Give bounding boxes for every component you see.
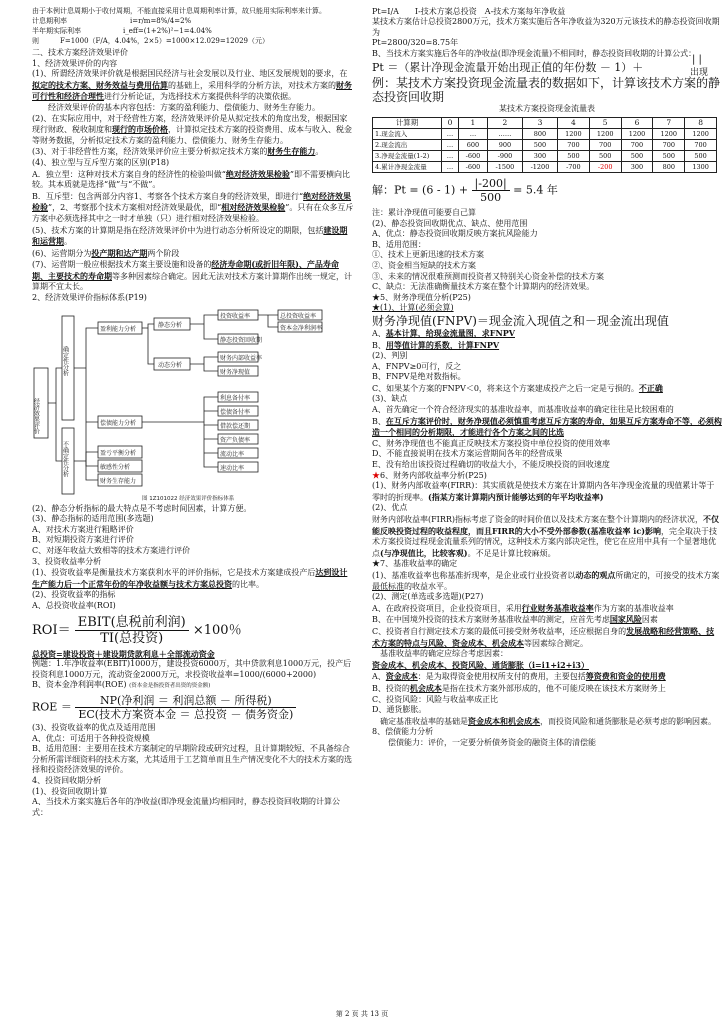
table-header: 0	[442, 117, 459, 128]
roi-formula: ROI＝ $\frac{\text{EBIT(息税前利润)}}{\text{TI(总投资)}}$ ×100％	[32, 614, 242, 646]
list-item: B、对短期投资方案进行评价	[32, 535, 134, 545]
tree-node: 利息备付率	[220, 394, 251, 402]
star-icon: ★	[372, 470, 380, 480]
table-header: 7	[653, 117, 685, 128]
list-item: ①、技术上更新迅速的技术方案	[372, 250, 484, 260]
tree-node: 偿债能力分析	[100, 419, 137, 427]
paragraph: (2)、测定(单选或多选题)(P27)	[372, 592, 484, 602]
tree-node: 资产负债率	[220, 436, 251, 444]
table-header: 8	[685, 117, 717, 128]
table-header: 3	[522, 117, 557, 128]
tree-node: 经济效果评价	[32, 397, 40, 434]
indicator-tree-diagram	[32, 306, 354, 502]
paragraph: B．互斥型：包含两部分内容1、考察各个技术方案自身的经济效果，即进行“绝对经济效果检验”，2、考察那个技术方案相对经济效果最优，即“相对经济效果检验”。只有在众多互斥方案中必须选择其中之一时才单独（只）进行相对经济效果检验。	[32, 190, 354, 223]
paragraph: A、当技术方案实施后各年的净收益(即净现金流量)均相同时，静态投资回收期的计算公式：	[32, 797, 341, 817]
tree-node: 确定性分析	[61, 345, 69, 376]
table-row: 2.现金流出 … 600 900 500 700 700 700 700 700	[373, 139, 717, 150]
right-column	[372, 6, 722, 1006]
subsection-heading: 4、投资回收期分析	[32, 775, 102, 785]
paragraph: (1)、基准收益率也称基准折现率，是企业或行业投资者以动态的观点所确定的，可接受的技术方案最低标准的收益水平。	[372, 569, 720, 591]
roi-numerator: EBIT(息税前利润)	[75, 615, 189, 631]
example-title: 例：某技术方案投资现金流量表的数据如下，计算该技术方案的静态投资回收期	[372, 76, 721, 105]
paragraph: (3)、缺点	[372, 394, 408, 404]
paragraph: 偿债能力：评价，一定要分析债务资金的融资主体的清偿能	[372, 737, 596, 747]
list-item: C、缺点：无法准确衡量技术方案在整个计算期内的经济效果。	[372, 282, 595, 292]
intro-row: 计息期利率 i=r/m=8%/4=2%	[32, 17, 192, 25]
paragraph: (6)、运营期分为投产期和达产期两个阶段	[32, 247, 180, 258]
list-item: B、在中国境外投资的技术方案财务基准收益率的测定，应首先考虑国家风险因素	[372, 614, 658, 625]
tree-node: 财务生存能力	[100, 477, 137, 485]
paragraph: (2)、静态分析指标的最大特点是不考虑时间因素，计算方便。	[32, 503, 252, 513]
paragraph: 经济效果评价的基本内容包括：方案的盈利能力、偿债能力、财务生存能力。	[32, 102, 320, 112]
roe-numerator: NP(净利润 ＝ 利润总额 － 所得税)	[75, 694, 296, 708]
table-header: 6	[621, 117, 653, 128]
table-header: 计算期	[373, 117, 442, 128]
paragraph: 确定基准收益率的基础是资金成本和机会成本，而投资风险和通货膨胀是必须考虑的影响因素。	[372, 715, 716, 726]
table-row: 3.净现金流量(1-2) … -600 -900 300 500 500 500 500 500	[373, 150, 717, 161]
tree-node: 借款偿还期	[220, 422, 251, 430]
list-item: A、资金成本：是为取得资金使用权所支付的费用，主要包括筹资费和资金的使用费	[372, 671, 666, 682]
list-item: C、投资风险：风险与收益率成正比	[372, 694, 499, 704]
table-row: 4.累计净现金流量 … -600 -1500 -1200 -700 -200 300 800 1300	[373, 161, 717, 172]
tree-node: 资本金净利润率	[280, 324, 323, 332]
tree-node: 速动比率	[220, 464, 245, 472]
tree-node: 静态分析	[158, 321, 183, 329]
tree-node: 静态投资回收期	[220, 336, 263, 344]
paragraph: (2)、优点	[372, 503, 408, 513]
subsection-heading: 2、经济效果评价指标体系(P19)	[32, 293, 147, 303]
left-column	[32, 6, 354, 1006]
figure-caption: 图 1Z101022 经济效果评价指标体系	[142, 495, 235, 502]
list-item: B、用等值计算的系数，计算FNPV	[372, 339, 500, 350]
paragraph: (2)、投资收益率的指标	[32, 590, 116, 600]
subsection-heading: ★6、财务内部收益率分析(P25)	[372, 470, 487, 480]
list-item: C、财务净现值也不能真正反映技术方案投资中单位投资的使用效率	[372, 438, 611, 448]
subsection-heading: 3、投资收益率分析	[32, 556, 102, 566]
tree-node: 偿债备付率	[220, 408, 251, 416]
paragraph: B、当技术方案实施后各年的净收益(即净现金流量)不相同时，静态投资回收期的计算公式：	[372, 48, 697, 58]
solution-formula: 解：Pt = (6 - 1) + $\frac{|-200|}{500}$ = 5.4 年	[372, 176, 558, 204]
list-item: E、没有给出该投资过程确切的收益大小，不能反映投资的回收速度	[372, 460, 610, 470]
list-item: A、优点：静态投资回收期反映方案抗风险能力	[372, 229, 538, 239]
paragraph: (1)、投资收益率是衡量技术方案获利水平的评价指标，它是技术方案建成投产后达到设计生产能力后一个正常年份的年净收益额与技术方案总投资的比率。	[32, 567, 348, 589]
paragraph: (2)、在实际应用中，对于经营性方案，经济效果评价是从拟定技术的角度出发，根据国家现行财政、税收制度和现行的市场价格，计算拟定技术方案的投资费用、成本与收入、税金等财务数据，分析拟定技术方案的盈利能力、偿债能力、财务生存能力。	[32, 113, 352, 145]
page-footer: 第 2 页 共 13 页	[335, 1010, 389, 1019]
subsection-heading: 1、经济效果评价的内容	[32, 58, 118, 68]
tree-node: 敏感性分析	[100, 463, 131, 471]
paragraph: B、资本金净利润率(ROE) (资本金是指投资者出资的资金额)	[32, 680, 211, 690]
paragraph: (3)、静态指标的适用范围(多选题)	[32, 514, 154, 524]
list-item: B、投资的机会成本是指在技术方案外部形成的，他不可能反映在该技术方案财务上	[372, 682, 666, 693]
cash-flow-table	[372, 117, 717, 173]
paragraph: (1)、投资回收期计算	[32, 786, 108, 796]
paragraph: (3)、投资收益率的优点及适用范围	[32, 722, 156, 732]
list-item: C、投资者自行测定技术方案的最低可接受财务收益率，还应根据自身的发展战略和经营策略、技术方案的特点与风险、资金成本、机会成本等因素综合测定。	[372, 625, 715, 648]
tree-node: 动态分析	[158, 361, 183, 369]
example-paragraph: 例题：1.年净收益率(EBIT)1000万，建设投资6000万，其中贷款利息1000万元，投产后投资利息1000万元，流动资金2000万元，求投资收益率=1000/(6000+2000)	[32, 659, 352, 679]
tree-node: 财务内部收益率	[220, 354, 263, 362]
paragraph: 财务内部收益率(FIRR)指标考虑了资金的时间价值以及技术方案在整个计算期内的经济状况，不仅能反映投资过程的收益程度，而且FIRR的大小不受外部参数(基准收益率 ic)影响，完全取决于技术方案投资过程现金流量系列的情况，这种技术方案内部决定性，使它在应用中具有一个显著地优点(与净现值比，比较客观)。不足是计算比较麻烦。	[372, 514, 719, 558]
subsection-heading: ★7、基准收益率的确定	[372, 559, 458, 569]
section-heading: 二、技术方案经济效果评价	[32, 48, 128, 57]
list-item: B、FNPV是绝对数指标。	[372, 372, 466, 382]
list-item: A、基本计算，给现金流量图，求FNPV	[372, 327, 515, 338]
list-item: A、优点：可适用于各种投资规模	[32, 733, 150, 743]
paragraph: (3)、对于非经营性方案，经济效果评价应主要分析拟定技术方案的财务生存能力。	[32, 146, 324, 157]
list-item: C、对逐年收益大致相等的技术方案进行评价	[32, 546, 191, 556]
tree-node: 流动比率	[220, 450, 245, 458]
table-header: 5	[589, 117, 621, 128]
roi-denominator: TI(总投资)	[100, 630, 164, 646]
fnpv-formula: 财务净现值(FNPV)＝现金流入现值之和－现金流出现值	[372, 313, 669, 328]
tree-node: 总投资收益率	[280, 312, 317, 320]
paragraph: 某技术方案估计总投资2800万元，技术方案实施后各年净收益为320万元该技术的静态投资回收期为	[372, 17, 720, 37]
tree-node: 盈亏平衡分析	[100, 449, 137, 457]
table-header: 4	[558, 117, 590, 128]
paragraph: Pt=2800/320=8.75年	[372, 38, 459, 48]
list-item: ②、资金相当短缺的技术方案	[372, 260, 476, 270]
list-item: A、对技术方案进行粗略评价	[32, 524, 134, 534]
list-item: D、不能直接说明在技术方案运营期间各年的经营成果	[372, 449, 563, 459]
list-item: B、适用范围：主要用在技术方案制定的早期阶段或研究过程，且计算期较短、不具备综合分析所需详细资料的技术方案，尤其适用于工艺简单而且生产情况变化不大的技术方案的选择和投资经济效果的评价。	[32, 744, 352, 775]
intro-note: 由于本例计息周期小于收付周期，不能直接采用计息周期利率计算，故只能用实际利率来计算。	[32, 7, 326, 15]
table-header: 1	[458, 117, 487, 128]
paragraph: (2)、判别	[372, 351, 408, 361]
paragraph: (1)、财务内部收益率(FIRR)：其实质就是使技术方案在计算期内各年净现金流量的现值累计等于零时的折现率。(指某方案计算期内预计能够达到的年平均收益率)	[372, 481, 715, 502]
formula-line: Pt=I/A I-技术方案总投资 A-技术方案每年净收益	[372, 7, 566, 16]
intro-row: 半年期实际利率 i_eff=(1+2%)²−1=4.04%	[32, 27, 212, 35]
roi-note: 总投资=建设投资＋建设期贷款利息＋全部流动资金	[32, 648, 215, 659]
intro-row: 则 F=1000（F/A，4.04%，2×5）=1000×12.029=12029（元）	[32, 37, 269, 45]
list-item: C、如果某个方案的FNPV＜0，将来这个方案建成投产之后一定是亏损的。不正确	[372, 382, 663, 393]
list-item: A、首先确定一个符合经济现实的基准收益率，而基准收益率的确定往往是比较困难的	[372, 405, 674, 415]
tree-node: 投资收益率	[220, 312, 251, 320]
list-item: A、在政府投资项目，企业投资项目，采用行业财务基准收益率作为方案的基准收益率	[372, 602, 674, 613]
paragraph: (7)、运营期一般应根据技术方案主要设施和设备的经济寿命期(或折旧年限)、产品寿命期、主要技术的寿命期等多种因素综合确定。因此无法对技术方案计算期作出统一规定，计算期不宜太长。	[32, 259, 352, 292]
paragraph: 基准收益率的确定应综合考虑因素：资金成本、机会成本、投资风险、通货膨胀（i=i1+i2+i3）	[372, 649, 589, 670]
list-item: A、FNPV≥0可行，反之	[372, 361, 462, 371]
paragraph: (2)、静态投资回收期优点、缺点、使用范围	[372, 218, 528, 228]
subsection-heading: 8、偿债能力分析	[372, 727, 434, 737]
list-item: D、通货膨胀。	[372, 705, 427, 715]
tree-node: 不确定性分析	[61, 440, 69, 477]
paragraph: (5)、技术方案的计算期是指在经济效果评价中为进行动态分析所设定的期限，包括建设期和运营期。	[32, 224, 348, 247]
paragraph: A、总投资收益率(ROI)	[32, 601, 116, 610]
list-item: B、在互斥方案评价时，财务净现值必须慎重考虑互斥方案的寿命，如果互斥方案寿命不等，必须构造一个相同的分析期限，才能进行各个方案之间的比选	[372, 415, 722, 438]
paragraph: (4)、独立型与互斥型方案的区别(P18)	[32, 157, 170, 167]
paragraph: 注：累计净现值可能要自己算	[372, 207, 476, 217]
subsection-heading: ★5、财务净现值分析(P25)	[372, 292, 471, 302]
table-row: 1.现金流入 … … …… 800 1200 1200 1200 1200 1200	[373, 128, 717, 139]
table-header-row	[373, 117, 717, 128]
paragraph: A．独立型：这种对技术方案自身的经济性的检验叫做“绝对经济效果检验”即不需要横向比较。其本质就是选择“做”与“不做”。	[32, 168, 350, 190]
roe-formula: ROE ＝ $\frac{\text{NP(净利润 ＝ 利润总额 － 所得税)}}{\text{EC(技术方案资本金 ＝ 总投资 － 债务资金)}}$	[32, 694, 354, 721]
table-header: 2	[487, 117, 522, 128]
pt-formula: Pt ＝（累计净现金流量开始出现正值的年份数 － 1）＋ | | 出现	[372, 54, 709, 79]
subsection-heading: ★(1)、计算(必须会算)	[372, 303, 454, 313]
tree-node: 财务净现值	[220, 368, 251, 376]
roe-denominator: EC(技术方案资本金 ＝ 总投资 － 债务资金)	[78, 707, 294, 721]
list-item: ③、未来的情况很难预测而投资者又特别关心资金补偿的技术方案	[372, 271, 604, 281]
paragraph: (1)、所谓经济效果评价就是根据国民经济与社会发展以及行业、地区发展规划的要求，在拟定的技术方案、财务效益与费用估算的基础上，采用科学的分析方法，对技术方案的财务可行性和经济合理性进行分析论证，为选择技术方案提供科学的决策依据。	[32, 69, 352, 102]
table-title: 某技术方案投资现金流量表	[499, 104, 595, 114]
tree-node: 盈利能力分析	[100, 325, 137, 333]
list-item: B、适用范围：	[372, 239, 426, 249]
